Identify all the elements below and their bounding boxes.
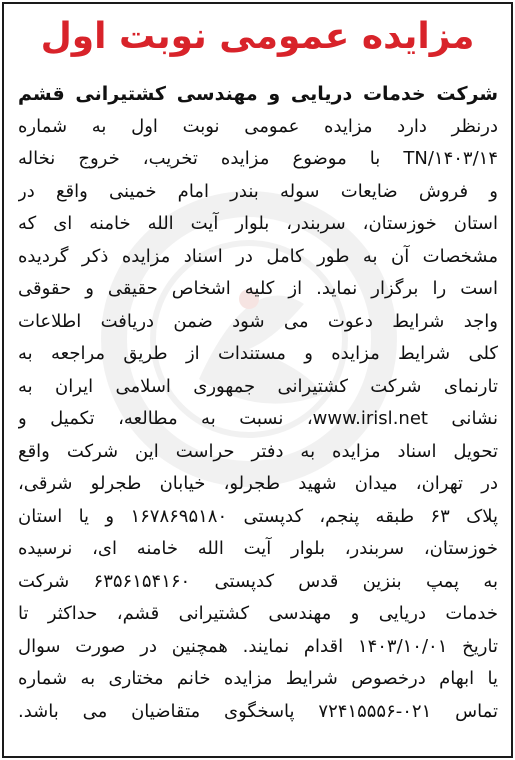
notice-text: و فروش ضایعات سوله بندر امام خمینی واقع در <box>18 180 498 202</box>
notice-line <box>18 533 498 566</box>
notice-text: نشانی <box>427 408 498 429</box>
notice-text: درنظر دارد مزایده عمومی نوبت اول به شماره <box>18 115 498 137</box>
notice-text: به پمپ بنزین قدس کدپستی ۶۳۵۶۱۵۴۱۶۰ شرکت <box>18 570 498 592</box>
notice-line <box>18 273 498 306</box>
notice-text: خوزستان، سربندر، بلوار آیت الله خامنه ای، نرسیده <box>18 538 498 559</box>
notice-line <box>18 176 498 209</box>
notice-line <box>18 338 498 371</box>
notice-text: خدمات دریایی و مهندسی کشتیرانی قشم، حداکثر تا <box>18 603 498 624</box>
notice-text: یا ابهام درخصوص شرایط مزایده خانم مختاری به شماره <box>18 668 498 689</box>
notice-frame <box>2 2 513 758</box>
notice-line <box>18 371 498 404</box>
notice-line <box>18 403 498 436</box>
website-link-text: www.irisl.net <box>312 408 428 429</box>
notice-title: مزایده عمومی نوبت اول <box>40 16 475 57</box>
notice-line <box>18 208 498 241</box>
notice-text: در تهران، میدان شهید طجرلو، خیابان طجرلو شرقی، <box>18 473 498 494</box>
notice-text: با موضوع مزایده تخریب، خروج نخاله <box>18 148 404 169</box>
notice-text: تارنمای شرکت کشتیرانی جمهوری اسلامی ایران به <box>18 375 498 397</box>
notice-text: واجد شرایط دعوت می شود ضمن دریافت اطلاعات <box>18 310 498 332</box>
notice-line <box>18 631 498 664</box>
notice-text: استان خوزستان، سربندر، بلوار آیت الله خامنه ای که <box>18 213 498 234</box>
notice-text: تحویل اسناد مزایده به دفتر حراست این شرکت واقع <box>18 440 498 462</box>
notice-line <box>18 241 498 274</box>
notice-text: تاریخ ۱۴۰۳/۱۰/۰۱ اقدام نمایند. همچنین در صورت سوال <box>18 635 498 657</box>
notice-text: پلاک ۶۳ طبقه پنجم، کدپستی ۱۶۷۸۶۹۵۱۸۰ و یا استان <box>18 505 498 527</box>
notice-line <box>18 143 498 176</box>
notice-text: مشخصات آن به طور کامل در اسناد مزایده ذکر گردیده <box>18 245 498 267</box>
notice-line <box>18 696 498 729</box>
notice-line <box>18 501 498 534</box>
notice-text: کلی شرایط مزایده و مستندات از طریق مراجعه به <box>18 343 498 364</box>
notice-text: تماس ۰۲۱-۷۲۴۱۵۵۵۶ پاسخگوی متقاضیان می باشد. <box>18 700 498 722</box>
notice-line <box>18 663 498 696</box>
notice-text: ، نسبت به مطالعه، تکمیل و <box>18 408 313 429</box>
notice-line <box>18 111 498 144</box>
notice-line <box>18 598 498 631</box>
tender-number: TN/۱۴۰۳/۱۴ <box>403 148 498 169</box>
notice-line <box>18 566 498 599</box>
notice-line <box>18 436 498 469</box>
notice-body <box>18 78 498 728</box>
notice-text: است را برگزار نماید. از کلیه اشخاص حقیقی و حقوقی <box>18 278 498 299</box>
notice-line <box>18 306 498 339</box>
company-name: شرکت خدمات دریایی و مهندسی کشتیرانی قشم <box>18 83 498 105</box>
notice-line <box>18 468 498 501</box>
